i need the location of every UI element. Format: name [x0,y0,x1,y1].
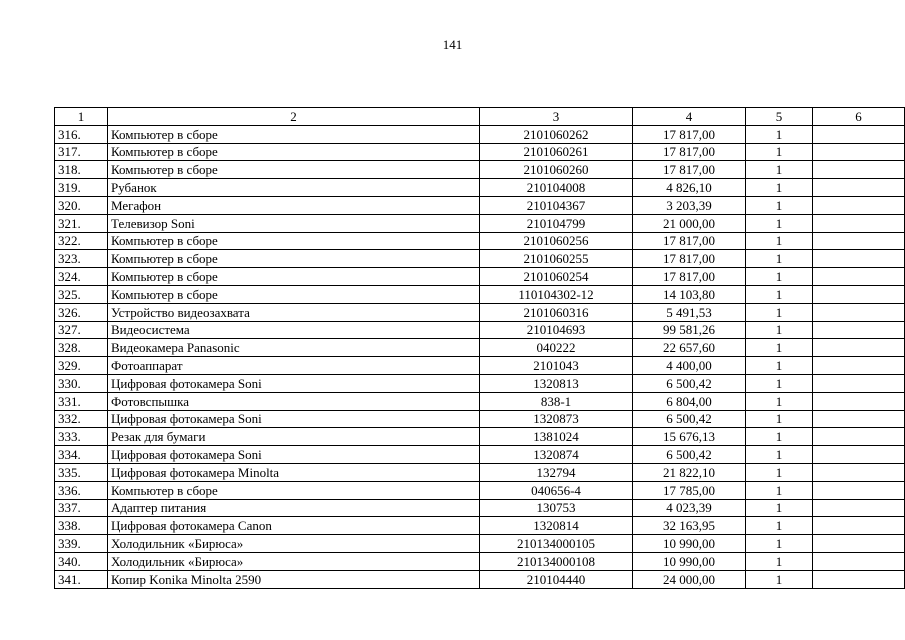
quantity-cell: 1 [746,357,813,375]
table-row [55,499,905,517]
column-header-2: 2 [108,108,480,126]
row-number-cell: 330. [55,374,108,392]
table-row [55,357,905,375]
row-number-cell: 339. [55,535,108,553]
item-name-cell: Компьютер в сборе [108,285,480,303]
row-number-cell: 341. [55,570,108,588]
inventory-code-cell: 040656-4 [480,481,633,499]
table-row [55,232,905,250]
inventory-code-cell: 210104008 [480,179,633,197]
quantity-cell: 1 [746,161,813,179]
quantity-cell: 1 [746,268,813,286]
inventory-code-cell: 2101060255 [480,250,633,268]
row-number-cell: 340. [55,552,108,570]
item-name-cell: Холодильник «Бирюса» [108,552,480,570]
quantity-cell: 1 [746,125,813,143]
row-number-cell: 334. [55,446,108,464]
table-row [55,410,905,428]
price-cell: 10 990,00 [633,535,746,553]
note-cell [813,392,905,410]
quantity-cell: 1 [746,428,813,446]
inventory-code-cell: 2101060262 [480,125,633,143]
table-row [55,535,905,553]
quantity-cell: 1 [746,392,813,410]
column-header-5: 5 [746,108,813,126]
note-cell [813,161,905,179]
row-number-cell: 338. [55,517,108,535]
note-cell [813,303,905,321]
note-cell [813,214,905,232]
note-cell [813,570,905,588]
price-cell: 17 817,00 [633,161,746,179]
item-name-cell: Компьютер в сборе [108,161,480,179]
row-number-cell: 319. [55,179,108,197]
column-header-3: 3 [480,108,633,126]
item-name-cell: Цифровая фотокамера Minolta [108,463,480,481]
row-number-cell: 337. [55,499,108,517]
column-header-4: 4 [633,108,746,126]
note-cell [813,535,905,553]
item-name-cell: Цифровая фотокамера Canon [108,517,480,535]
note-cell [813,143,905,161]
table-row [55,570,905,588]
inventory-code-cell: 2101060316 [480,303,633,321]
quantity-cell: 1 [746,143,813,161]
table-row [55,250,905,268]
row-number-cell: 317. [55,143,108,161]
inventory-code-cell: 130753 [480,499,633,517]
row-number-cell: 324. [55,268,108,286]
inventory-table [54,107,905,589]
note-cell [813,339,905,357]
table-row [55,374,905,392]
item-name-cell: Цифровая фотокамера Soni [108,374,480,392]
table-header-row [55,108,905,126]
note-cell [813,481,905,499]
inventory-code-cell: 132794 [480,463,633,481]
table-row [55,125,905,143]
item-name-cell: Рубанок [108,179,480,197]
row-number-cell: 331. [55,392,108,410]
quantity-cell: 1 [746,410,813,428]
table-row [55,214,905,232]
inventory-code-cell: 210104693 [480,321,633,339]
table-row [55,161,905,179]
note-cell [813,179,905,197]
note-cell [813,552,905,570]
note-cell [813,232,905,250]
quantity-cell: 1 [746,321,813,339]
note-cell [813,517,905,535]
note-cell [813,374,905,392]
note-cell [813,499,905,517]
table-row [55,392,905,410]
table-row [55,339,905,357]
price-cell: 99 581,26 [633,321,746,339]
row-number-cell: 323. [55,250,108,268]
item-name-cell: Адаптер питания [108,499,480,517]
item-name-cell: Устройство видеозахвата [108,303,480,321]
row-number-cell: 320. [55,196,108,214]
price-cell: 17 817,00 [633,232,746,250]
page-number: 141 [442,37,463,52]
inventory-code-cell: 210104440 [480,570,633,588]
inventory-code-cell: 040222 [480,339,633,357]
column-header-1: 1 [55,108,108,126]
inventory-code-cell: 1381024 [480,428,633,446]
table-row [55,517,905,535]
price-cell: 21 822,10 [633,463,746,481]
inventory-code-cell: 110104302-12 [480,285,633,303]
item-name-cell: Холодильник «Бирюса» [108,535,480,553]
price-cell: 15 676,13 [633,428,746,446]
price-cell: 17 817,00 [633,268,746,286]
row-number-cell: 336. [55,481,108,499]
table-row [55,321,905,339]
quantity-cell: 1 [746,552,813,570]
price-cell: 17 817,00 [633,143,746,161]
price-cell: 17 785,00 [633,481,746,499]
note-cell [813,268,905,286]
note-cell [813,463,905,481]
row-number-cell: 318. [55,161,108,179]
row-number-cell: 316. [55,125,108,143]
quantity-cell: 1 [746,570,813,588]
inventory-code-cell: 210104367 [480,196,633,214]
note-cell [813,125,905,143]
inventory-code-cell: 2101060254 [480,268,633,286]
item-name-cell: Компьютер в сборе [108,232,480,250]
inventory-code-cell: 210104799 [480,214,633,232]
note-cell [813,428,905,446]
row-number-cell: 328. [55,339,108,357]
item-name-cell: Цифровая фотокамера Soni [108,446,480,464]
price-cell: 10 990,00 [633,552,746,570]
row-number-cell: 332. [55,410,108,428]
item-name-cell: Фотовспышка [108,392,480,410]
note-cell [813,285,905,303]
price-cell: 4 023,39 [633,499,746,517]
inventory-code-cell: 2101060260 [480,161,633,179]
row-number-cell: 327. [55,321,108,339]
item-name-cell: Резак для бумаги [108,428,480,446]
table-row [55,179,905,197]
row-number-cell: 321. [55,214,108,232]
row-number-cell: 335. [55,463,108,481]
quantity-cell: 1 [746,179,813,197]
quantity-cell: 1 [746,214,813,232]
note-cell [813,410,905,428]
inventory-code-cell: 2101060261 [480,143,633,161]
price-cell: 6 500,42 [633,410,746,428]
table-row [55,481,905,499]
note-cell [813,250,905,268]
price-cell: 4 400,00 [633,357,746,375]
item-name-cell: Телевизор Soni [108,214,480,232]
price-cell: 3 203,39 [633,196,746,214]
item-name-cell: Компьютер в сборе [108,143,480,161]
price-cell: 5 491,53 [633,303,746,321]
table-row [55,446,905,464]
quantity-cell: 1 [746,196,813,214]
quantity-cell: 1 [746,303,813,321]
table-body [55,125,905,588]
inventory-code-cell: 1320814 [480,517,633,535]
price-cell: 24 000,00 [633,570,746,588]
table-row [55,268,905,286]
quantity-cell: 1 [746,499,813,517]
item-name-cell: Видеокамера Panasonic [108,339,480,357]
column-header-6: 6 [813,108,905,126]
note-cell [813,357,905,375]
table-row [55,285,905,303]
note-cell [813,446,905,464]
quantity-cell: 1 [746,250,813,268]
price-cell: 6 500,42 [633,374,746,392]
table-row [55,428,905,446]
quantity-cell: 1 [746,339,813,357]
note-cell [813,321,905,339]
price-cell: 17 817,00 [633,250,746,268]
inventory-code-cell: 1320813 [480,374,633,392]
quantity-cell: 1 [746,446,813,464]
price-cell: 21 000,00 [633,214,746,232]
table-row [55,196,905,214]
inventory-code-cell: 210134000108 [480,552,633,570]
quantity-cell: 1 [746,285,813,303]
row-number-cell: 326. [55,303,108,321]
price-cell: 17 817,00 [633,125,746,143]
price-cell: 6 500,42 [633,446,746,464]
item-name-cell: Компьютер в сборе [108,481,480,499]
quantity-cell: 1 [746,463,813,481]
item-name-cell: Фотоаппарат [108,357,480,375]
price-cell: 6 804,00 [633,392,746,410]
quantity-cell: 1 [746,517,813,535]
row-number-cell: 322. [55,232,108,250]
price-cell: 22 657,60 [633,339,746,357]
price-cell: 4 826,10 [633,179,746,197]
item-name-cell: Компьютер в сборе [108,268,480,286]
quantity-cell: 1 [746,232,813,250]
item-name-cell: Цифровая фотокамера Soni [108,410,480,428]
table-row [55,143,905,161]
price-cell: 32 163,95 [633,517,746,535]
quantity-cell: 1 [746,374,813,392]
table-row [55,552,905,570]
row-number-cell: 333. [55,428,108,446]
inventory-code-cell: 838-1 [480,392,633,410]
inventory-code-cell: 210134000105 [480,535,633,553]
quantity-cell: 1 [746,481,813,499]
table-row [55,303,905,321]
item-name-cell: Мегафон [108,196,480,214]
inventory-code-cell: 1320873 [480,410,633,428]
item-name-cell: Копир Konika Minolta 2590 [108,570,480,588]
price-cell: 14 103,80 [633,285,746,303]
item-name-cell: Компьютер в сборе [108,250,480,268]
row-number-cell: 325. [55,285,108,303]
item-name-cell: Компьютер в сборе [108,125,480,143]
item-name-cell: Видеосистема [108,321,480,339]
inventory-code-cell: 2101060256 [480,232,633,250]
table-row [55,463,905,481]
quantity-cell: 1 [746,535,813,553]
inventory-code-cell: 2101043 [480,357,633,375]
row-number-cell: 329. [55,357,108,375]
note-cell [813,196,905,214]
inventory-code-cell: 1320874 [480,446,633,464]
